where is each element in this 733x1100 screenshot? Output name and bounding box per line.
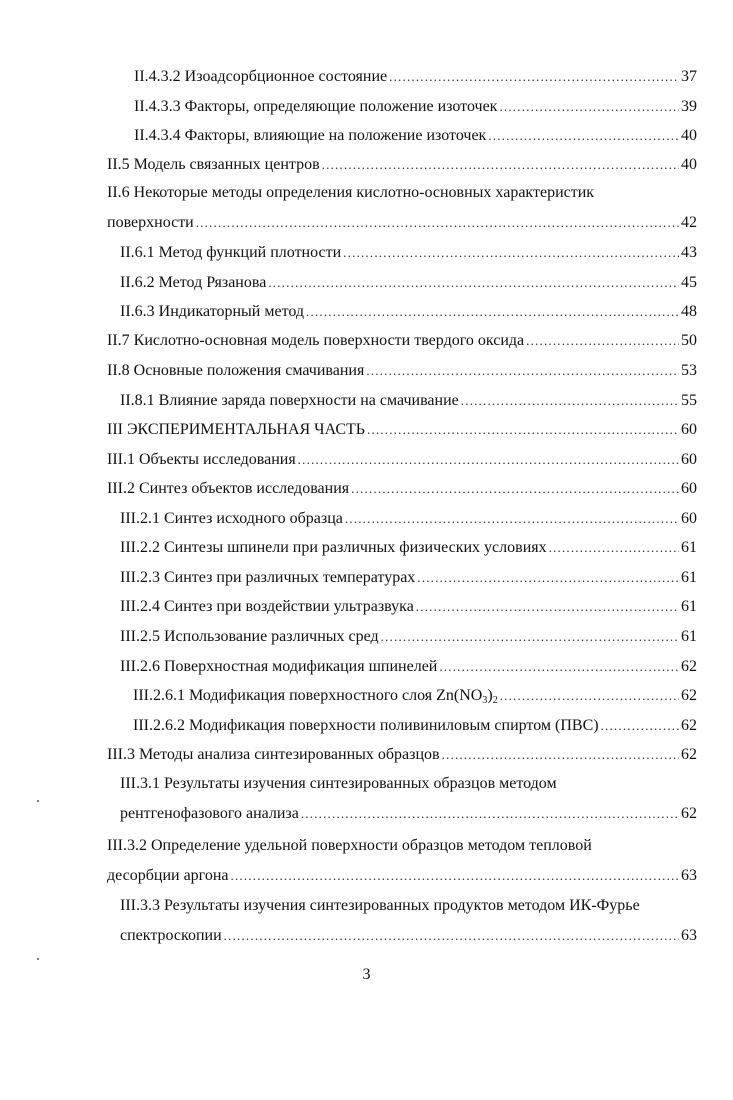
leader-dots (439, 659, 679, 675)
toc-entry-title-line: II.6 Некоторые методы определения кислотно-основных характеристик (107, 184, 595, 201)
leader-dots (417, 570, 679, 586)
toc-entry-page: 63 (681, 867, 697, 884)
toc-entry-title: спектроскопии (120, 927, 222, 944)
toc-entry-title: III.2.6 Поверхностная модификация шпинелей (120, 658, 438, 675)
toc-entry-page: 45 (681, 274, 697, 291)
toc-entry-title: II.5 Модель связанных центров (107, 156, 320, 173)
leader-dots (526, 333, 679, 349)
leader-dots (381, 629, 679, 645)
leader-dots (322, 157, 679, 173)
toc-entry (120, 569, 697, 589)
toc-entry (134, 127, 697, 147)
toc-entry-page: 61 (681, 598, 697, 615)
toc-entry (107, 480, 697, 500)
toc-entry-title: рентгенофазового анализа (120, 805, 299, 822)
leader-dots (442, 747, 679, 763)
toc-entry-title: III.2.6.2 Модификация поверхности поливиниловым спиртом (ПВС) (133, 717, 599, 734)
toc-entry-title-line: III.3.2 Определение удельной поверхности образцов методом тепловой (107, 837, 592, 854)
leader-dots (298, 452, 679, 468)
leader-dots (601, 718, 679, 734)
toc-entry (120, 510, 697, 530)
toc-entry-title: II.6.1 Метод функций плотности (120, 244, 342, 261)
leader-dots (461, 393, 679, 409)
toc-entry-title: III.2.6.1 Модификация поверхностного слоя $Zn(NO_3)_2$ (133, 687, 498, 706)
toc-entry-title: III ЭКСПЕРИМЕНТАЛЬНАЯ ЧАСТЬ (107, 421, 365, 438)
toc-entry-title: II.4.3.3 Факторы, определяющие положение изоточек (134, 98, 498, 115)
toc-entry-page: 62 (681, 687, 697, 704)
toc-entry-title: III.2.5 Использование различных сред (120, 628, 379, 645)
toc-entry-title: II.6.2 Метод Рязанова (120, 274, 267, 291)
leader-dots (196, 215, 679, 231)
toc-entry-title: III.3 Методы анализа синтезированных образцов (107, 746, 440, 763)
toc-entry (133, 717, 697, 737)
toc-entry-title: поверхности (107, 214, 194, 231)
toc-entry-title-line: III.3.3 Результаты изучения синтезированных продуктов методом ИК-Фурье (120, 897, 640, 914)
toc-entry-page: 40 (681, 127, 697, 144)
toc-entry-page: 62 (681, 658, 697, 675)
toc-entry (120, 927, 697, 947)
toc-entry (107, 332, 697, 352)
toc-entry (107, 746, 697, 766)
toc-entry (107, 156, 697, 176)
toc-entry-title: III.2.3 Синтез при различных температурах (120, 569, 416, 586)
leader-dots (366, 363, 679, 379)
toc-entry-title: II.4.3.4 Факторы, влияющие на положение изоточек (134, 127, 487, 144)
toc-entry (107, 362, 697, 382)
toc-entry (120, 392, 697, 412)
toc-entry (134, 98, 697, 118)
toc-entry-page: 43 (681, 244, 697, 261)
toc-entry (107, 867, 697, 887)
toc-entry-page: 61 (681, 569, 697, 586)
toc-entry-page: 60 (681, 421, 697, 438)
toc-entry-title: II.8 Основные положения смачивания (107, 362, 365, 379)
leader-dots (351, 481, 679, 497)
toc-entry-title: II.4.3.2 Изоадсорбционное состояние (134, 68, 388, 85)
toc-entry-title-line: III.3.1 Результаты изучения синтезированных образцов методом (120, 775, 557, 792)
toc-entry (120, 805, 697, 825)
toc-entry (120, 598, 697, 618)
leader-dots (367, 422, 679, 438)
toc-entry (120, 539, 697, 559)
toc-entry-page: 60 (681, 451, 697, 468)
toc-entry-page: 63 (681, 927, 697, 944)
toc-entry (120, 274, 697, 294)
leader-dots (488, 128, 679, 144)
leader-dots (343, 245, 679, 261)
toc-entry (120, 244, 697, 264)
toc-entry-title: II.6.3 Индикаторный метод (120, 303, 305, 320)
toc-entry-title: III.2 Синтез объектов исследования (107, 480, 350, 497)
page-number: 3 (362, 966, 371, 983)
leader-dots (301, 806, 679, 822)
toc-entry (120, 628, 697, 648)
toc-entry (120, 658, 697, 678)
toc-entry-title: II.8.1 Влияние заряда поверхности на смачивание (120, 392, 459, 409)
toc-entry-title: III.2.2 Синтезы шпинели при различных физических условиях (120, 539, 547, 556)
toc-entry (107, 421, 697, 441)
toc-entry-page: 60 (681, 510, 697, 527)
toc-entry-page: 61 (681, 628, 697, 645)
toc-entry-page: 39 (681, 98, 697, 115)
leader-dots (416, 599, 679, 615)
toc-entry-page: 48 (681, 303, 697, 320)
leader-dots (499, 99, 679, 115)
subscript: 2 (492, 695, 498, 706)
toc-entry-page: 62 (681, 805, 697, 822)
toc-entry (120, 303, 697, 323)
toc-entry-title: десорбции аргона (107, 867, 229, 884)
leader-dots (224, 928, 679, 944)
toc-entry-page: 55 (681, 392, 697, 409)
toc-entry-page: 50 (681, 332, 697, 349)
leader-dots (306, 304, 679, 320)
scan-speck (37, 958, 39, 960)
subscript: 3 (482, 695, 488, 706)
toc-entry-page: 62 (681, 746, 697, 763)
toc-entry (133, 687, 697, 707)
scan-speck (37, 800, 39, 802)
toc-entry-page: 40 (681, 156, 697, 173)
toc-entry-title: III.1 Объекты исследования (107, 451, 296, 468)
toc-entry-title: III.2.4 Синтез при воздействии ультразвука (120, 598, 414, 615)
toc-entry (134, 68, 697, 88)
leader-dots (268, 275, 679, 291)
toc-entry-page: 37 (681, 68, 697, 85)
toc-entry-page: 42 (681, 214, 697, 231)
leader-dots (345, 511, 679, 527)
toc-entry-page: 61 (681, 539, 697, 556)
toc-entry-page: 62 (681, 717, 697, 734)
toc-entry-title: III.2.1 Синтез исходного образца (120, 510, 343, 527)
toc-entry-page: 60 (681, 480, 697, 497)
toc-entry-title: II.7 Кислотно-основная модель поверхности твердого оксида (107, 332, 525, 349)
toc-entry (107, 214, 697, 234)
toc-entry (107, 451, 697, 471)
leader-dots (389, 69, 679, 85)
leader-dots (549, 540, 679, 556)
leader-dots (500, 688, 679, 704)
toc-entry-page: 53 (681, 362, 697, 379)
leader-dots (231, 868, 680, 884)
